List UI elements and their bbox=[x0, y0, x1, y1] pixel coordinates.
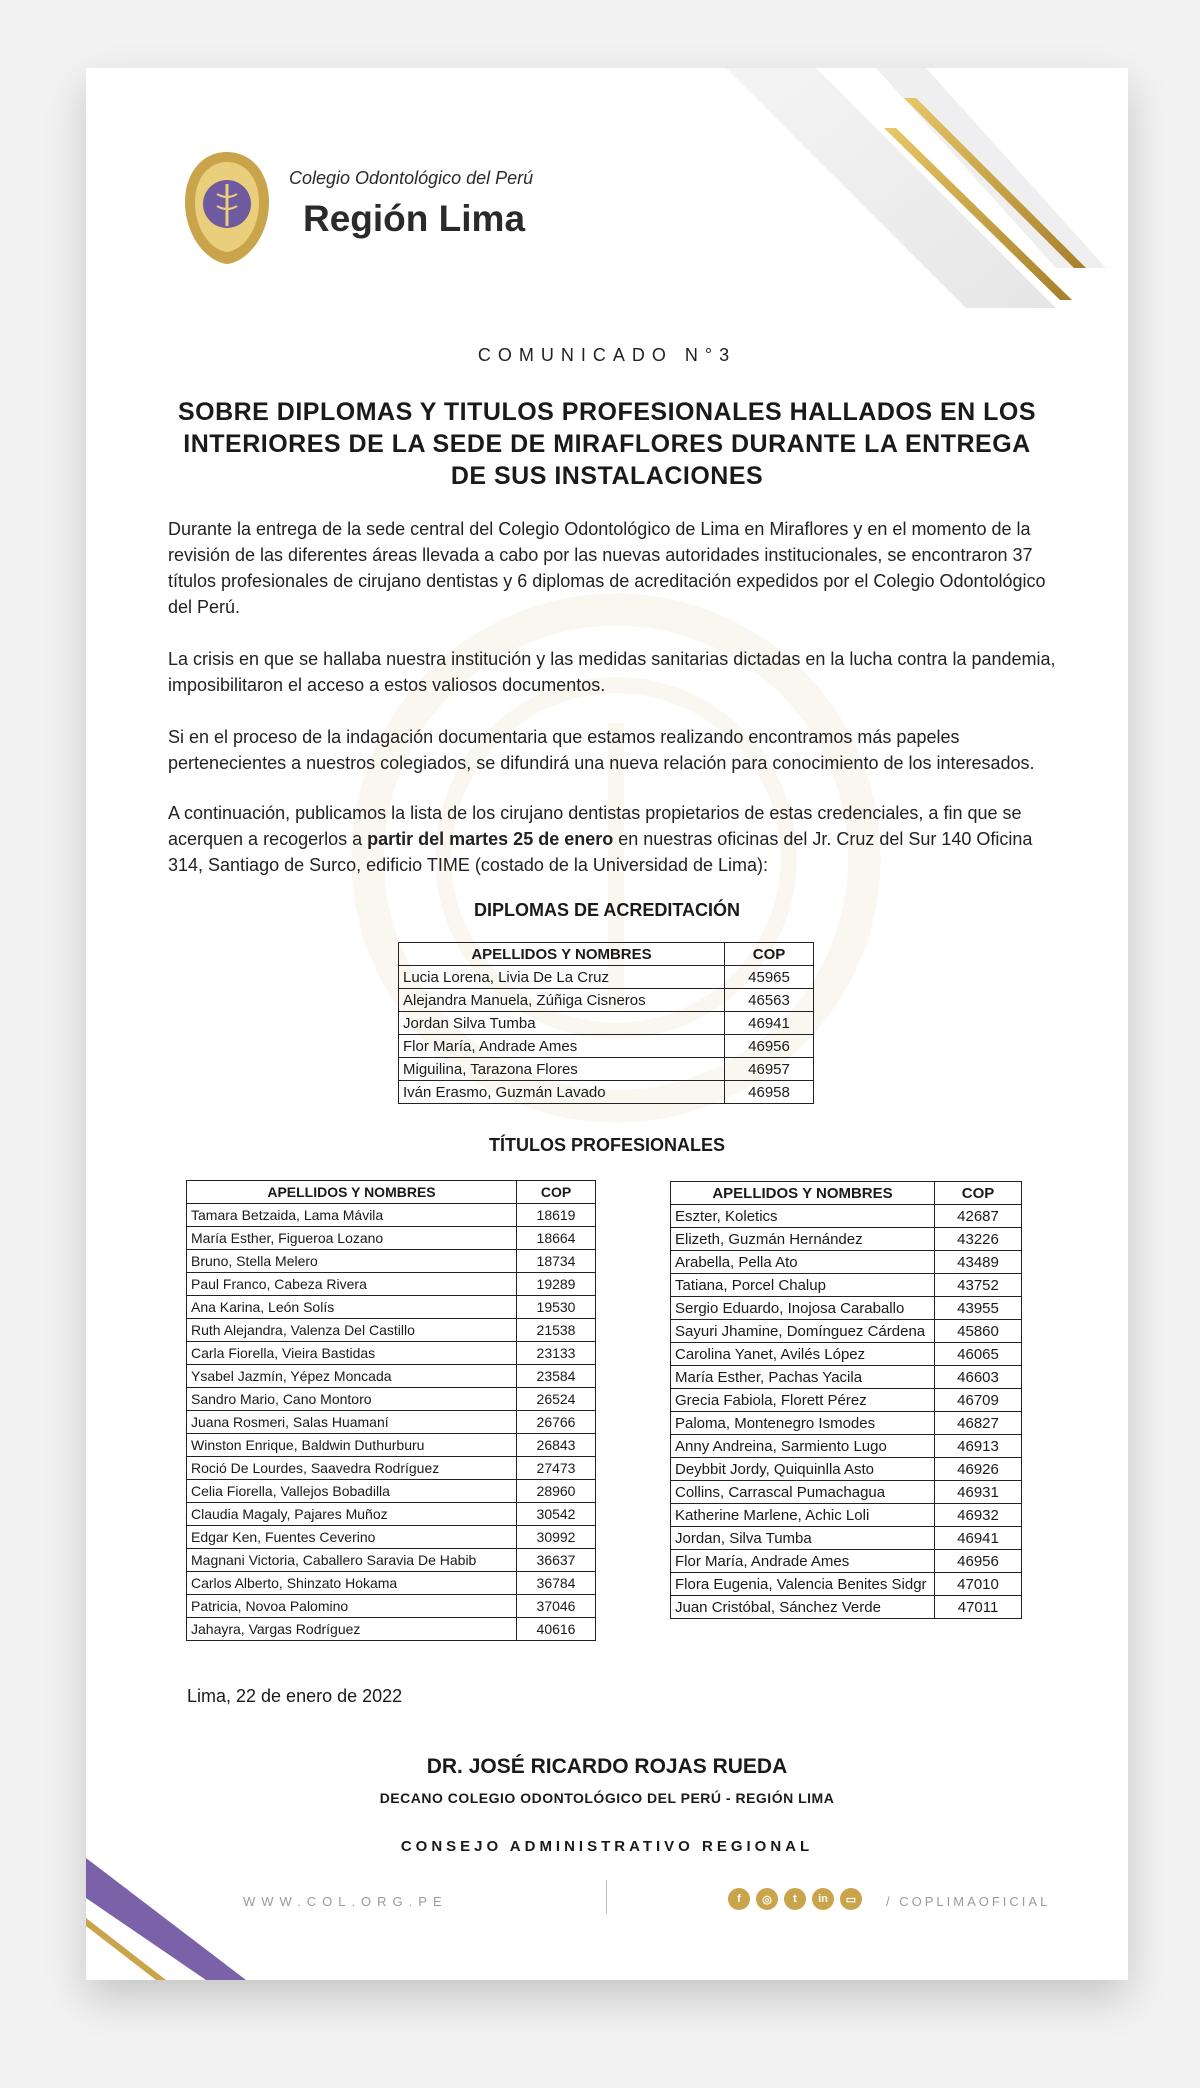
row-cop: 46957 bbox=[725, 1058, 814, 1081]
row-cop: 26524 bbox=[517, 1388, 596, 1411]
row-name: Flor María, Andrade Ames bbox=[671, 1550, 935, 1573]
row-cop: 46827 bbox=[935, 1412, 1022, 1435]
table-row bbox=[399, 989, 814, 1012]
table-row bbox=[671, 1297, 1022, 1320]
row-cop: 46709 bbox=[935, 1389, 1022, 1412]
row-name: Paul Franco, Cabeza Rivera bbox=[187, 1273, 517, 1296]
footer-website-link[interactable]: WWW.COL.ORG.PE bbox=[243, 1894, 448, 1909]
table-row bbox=[671, 1435, 1022, 1458]
row-name: Bruno, Stella Melero bbox=[187, 1250, 517, 1273]
col-seal-logo bbox=[181, 148, 273, 268]
row-cop: 23584 bbox=[517, 1365, 596, 1388]
row-name: Carla Fiorella, Vieira Bastidas bbox=[187, 1342, 517, 1365]
table-row bbox=[399, 1081, 814, 1104]
twitch-icon[interactable]: ▭ bbox=[840, 1888, 862, 1910]
table-row bbox=[187, 1388, 596, 1411]
row-name: Jordan, Silva Tumba bbox=[671, 1527, 935, 1550]
table-row bbox=[671, 1458, 1022, 1481]
social-handle[interactable]: / COPLIMAOFICIAL bbox=[886, 1894, 1051, 1909]
row-name: Elizeth, Guzmán Hernández bbox=[671, 1228, 935, 1251]
column-header-name: APELLIDOS Y NOMBRES bbox=[399, 943, 725, 966]
row-name: Juana Rosmeri, Salas Huamaní bbox=[187, 1411, 517, 1434]
table-row bbox=[671, 1251, 1022, 1274]
table-row bbox=[671, 1481, 1022, 1504]
titulos-table-left bbox=[186, 1180, 596, 1641]
row-name: Tatiana, Porcel Chalup bbox=[671, 1274, 935, 1297]
row-cop: 36784 bbox=[517, 1572, 596, 1595]
table-row bbox=[187, 1227, 596, 1250]
table-row bbox=[187, 1342, 596, 1365]
table-row bbox=[399, 1035, 814, 1058]
row-name: Eszter, Koletics bbox=[671, 1205, 935, 1228]
row-cop: 43226 bbox=[935, 1228, 1022, 1251]
row-name: María Esther, Figueroa Lozano bbox=[187, 1227, 517, 1250]
facebook-icon[interactable]: f bbox=[728, 1888, 750, 1910]
row-cop: 46956 bbox=[725, 1035, 814, 1058]
row-name: Miguilina, Tarazona Flores bbox=[399, 1058, 725, 1081]
row-cop: 18664 bbox=[517, 1227, 596, 1250]
decorative-stripes-top bbox=[726, 68, 1128, 308]
table-row bbox=[187, 1296, 596, 1319]
table-row bbox=[671, 1343, 1022, 1366]
row-name: Collins, Carrascal Pumachagua bbox=[671, 1481, 935, 1504]
table-row bbox=[187, 1618, 596, 1641]
row-name: Winston Enrique, Baldwin Duthurburu bbox=[187, 1434, 517, 1457]
row-cop: 23133 bbox=[517, 1342, 596, 1365]
paragraph-4-a: A continuación, publicamos la lista de los cirujano dentistas propietarios de estas credenciales, a fin que se acerquen a recogerlos a bbox=[168, 803, 1022, 849]
row-cop: 45860 bbox=[935, 1320, 1022, 1343]
column-header-name: APELLIDOS Y NOMBRES bbox=[187, 1181, 517, 1204]
row-name: Claudia Magaly, Pajares Muñoz bbox=[187, 1503, 517, 1526]
row-cop: 18734 bbox=[517, 1250, 596, 1273]
comunicado-number: COMUNICADO N°3 bbox=[477, 345, 737, 365]
row-cop: 26843 bbox=[517, 1434, 596, 1457]
paragraph-3: Si en el proceso de la indagación documentaria que estamos realizando encontramos más papeles pertenecientes a nuestros colegiados, se difundirá una nueva relación para conocimiento de los interesados. bbox=[168, 727, 1035, 773]
column-header-cop: COP bbox=[725, 943, 814, 966]
row-name: Sayuri Jhamine, Domínguez Cárdena bbox=[671, 1320, 935, 1343]
titulos-table-right bbox=[670, 1181, 1022, 1619]
row-name: Lucia Lorena, Livia De La Cruz bbox=[399, 966, 725, 989]
table-row bbox=[399, 966, 814, 989]
row-name: Edgar Ken, Fuentes Ceverino bbox=[187, 1526, 517, 1549]
row-cop: 30542 bbox=[517, 1503, 596, 1526]
instagram-icon[interactable]: ◎ bbox=[756, 1888, 778, 1910]
row-name: Celia Fiorella, Vallejos Bobadilla bbox=[187, 1480, 517, 1503]
table-row bbox=[187, 1411, 596, 1434]
row-name: Ysabel Jazmín, Yépez Moncada bbox=[187, 1365, 517, 1388]
table-row bbox=[671, 1412, 1022, 1435]
row-name: Roció De Lourdes, Saavedra Rodríguez bbox=[187, 1457, 517, 1480]
table-row bbox=[671, 1274, 1022, 1297]
row-cop: 26766 bbox=[517, 1411, 596, 1434]
table-row bbox=[671, 1504, 1022, 1527]
table-row bbox=[399, 1012, 814, 1035]
table-row bbox=[671, 1527, 1022, 1550]
column-header-cop: COP bbox=[517, 1181, 596, 1204]
row-name: Iván Erasmo, Guzmán Lavado bbox=[399, 1081, 725, 1104]
row-cop: 19289 bbox=[517, 1273, 596, 1296]
row-name: Jahayra, Vargas Rodríguez bbox=[187, 1618, 517, 1641]
table-row bbox=[187, 1319, 596, 1342]
table-row bbox=[671, 1389, 1022, 1412]
document-title: SOBRE DIPLOMAS Y TITULOS PROFESIONALES HALLADOS EN LOS INTERIORES DE LA SEDE DE MIRAFLORES DURANTE LA ENTREGA DE SUS INSTALACIONES bbox=[177, 398, 1037, 490]
column-header-name: APELLIDOS Y NOMBRES bbox=[671, 1182, 935, 1205]
row-name: Flor María, Andrade Ames bbox=[399, 1035, 725, 1058]
linkedin-icon[interactable]: in bbox=[812, 1888, 834, 1910]
row-cop: 37046 bbox=[517, 1595, 596, 1618]
table-row bbox=[399, 1058, 814, 1081]
row-cop: 46563 bbox=[725, 989, 814, 1012]
row-name: Patricia, Novoa Palomino bbox=[187, 1595, 517, 1618]
row-name: Paloma, Montenegro Ismodes bbox=[671, 1412, 935, 1435]
row-cop: 46931 bbox=[935, 1481, 1022, 1504]
row-name: Grecia Fabiola, Florett Pérez bbox=[671, 1389, 935, 1412]
table-row bbox=[187, 1365, 596, 1388]
org-name: Colegio Odontológico del Perú bbox=[289, 168, 534, 188]
row-name: Tamara Betzaida, Lama Mávila bbox=[187, 1204, 517, 1227]
row-name: Magnani Victoria, Caballero Saravia De Habib bbox=[187, 1549, 517, 1572]
table-row bbox=[671, 1550, 1022, 1573]
row-name: Sergio Eduardo, Inojosa Caraballo bbox=[671, 1297, 935, 1320]
row-cop: 46932 bbox=[935, 1504, 1022, 1527]
table-row bbox=[187, 1549, 596, 1572]
table-row bbox=[671, 1366, 1022, 1389]
table-row bbox=[187, 1457, 596, 1480]
row-name: Sandro Mario, Cano Montoro bbox=[187, 1388, 517, 1411]
row-cop: 46956 bbox=[935, 1550, 1022, 1573]
twitter-icon[interactable]: t bbox=[784, 1888, 806, 1910]
row-name: Flora Eugenia, Valencia Benites Sidgr bbox=[671, 1573, 935, 1596]
table-row bbox=[187, 1480, 596, 1503]
row-cop: 46941 bbox=[725, 1012, 814, 1035]
row-cop: 46926 bbox=[935, 1458, 1022, 1481]
table-row bbox=[671, 1205, 1022, 1228]
row-cop: 46913 bbox=[935, 1435, 1022, 1458]
council-name: CONSEJO ADMINISTRATIVO REGIONAL bbox=[400, 1838, 814, 1855]
diplomas-heading: DIPLOMAS DE ACREDITACIÓN bbox=[473, 900, 740, 920]
social-icons bbox=[728, 1888, 862, 1910]
paragraph-2: La crisis en que se hallaba nuestra institución y las medidas sanitarias dictadas en la lucha contra la pandemia, imposibilitaron el acceso a estos valiosos documentos. bbox=[168, 649, 1056, 695]
row-name: Ana Karina, León Solís bbox=[187, 1296, 517, 1319]
row-name: Anny Andreina, Sarmiento Lugo bbox=[671, 1435, 935, 1458]
table-row bbox=[187, 1434, 596, 1457]
row-name: Carolina Yanet, Avilés López bbox=[671, 1343, 935, 1366]
region-title: Región Lima bbox=[303, 198, 526, 239]
footer-divider bbox=[606, 1880, 607, 1914]
table-row bbox=[187, 1503, 596, 1526]
row-cop: 47010 bbox=[935, 1573, 1022, 1596]
signer-name: DR. JOSÉ RICARDO ROJAS RUEDA bbox=[426, 1755, 788, 1778]
row-cop: 47011 bbox=[935, 1596, 1022, 1619]
paragraph-4-bold: partir del martes 25 de enero bbox=[367, 829, 614, 849]
row-name: Ruth Alejandra, Valenza Del Castillo bbox=[187, 1319, 517, 1342]
row-cop: 27473 bbox=[517, 1457, 596, 1480]
row-cop: 46958 bbox=[725, 1081, 814, 1104]
row-cop: 43752 bbox=[935, 1274, 1022, 1297]
row-name: Alejandra Manuela, Zúñiga Cisneros bbox=[399, 989, 725, 1012]
row-name: Jordan Silva Tumba bbox=[399, 1012, 725, 1035]
row-name: María Esther, Pachas Yacila bbox=[671, 1366, 935, 1389]
column-header-cop: COP bbox=[935, 1182, 1022, 1205]
titulos-heading: TÍTULOS PROFESIONALES bbox=[488, 1135, 725, 1155]
table-row bbox=[187, 1526, 596, 1549]
row-cop: 18619 bbox=[517, 1204, 596, 1227]
row-name: Deybbit Jordy, Quiquinlla Asto bbox=[671, 1458, 935, 1481]
signer-role: DECANO COLEGIO ODONTOLÓGICO DEL PERÚ - REGIÓN LIMA bbox=[379, 1790, 835, 1806]
table-row bbox=[671, 1320, 1022, 1343]
row-cop: 43955 bbox=[935, 1297, 1022, 1320]
row-name: Katherine Marlene, Achic Loli bbox=[671, 1504, 935, 1527]
table-row bbox=[187, 1595, 596, 1618]
table-row bbox=[671, 1228, 1022, 1251]
document-page bbox=[86, 68, 1128, 1980]
table-row bbox=[187, 1273, 596, 1296]
row-cop: 40616 bbox=[517, 1618, 596, 1641]
diplomas-table bbox=[398, 942, 814, 1104]
row-cop: 43489 bbox=[935, 1251, 1022, 1274]
row-cop: 30992 bbox=[517, 1526, 596, 1549]
table-row bbox=[671, 1573, 1022, 1596]
row-cop: 42687 bbox=[935, 1205, 1022, 1228]
row-name: Carlos Alberto, Shinzato Hokama bbox=[187, 1572, 517, 1595]
paragraph-4 bbox=[168, 800, 1068, 878]
row-cop: 36637 bbox=[517, 1549, 596, 1572]
row-cop: 28960 bbox=[517, 1480, 596, 1503]
row-cop: 19530 bbox=[517, 1296, 596, 1319]
row-name: Juan Cristóbal, Sánchez Verde bbox=[671, 1596, 935, 1619]
row-cop: 21538 bbox=[517, 1319, 596, 1342]
paragraph-1: Durante la entrega de la sede central del Colegio Odontológico de Lima en Miraflores y en el momento de la revisión de las diferentes áreas llevada a cabo por las nuevas autoridades institucionales, se encontraron 37 títulos profesionales de cirujano dentistas y 6 diplomas de acreditación expedidos por el Colegio Odontológico del Perú. bbox=[168, 519, 1046, 617]
row-cop: 46065 bbox=[935, 1343, 1022, 1366]
table-row bbox=[187, 1250, 596, 1273]
table-row bbox=[671, 1596, 1022, 1619]
row-cop: 45965 bbox=[725, 966, 814, 989]
place-date: Lima, 22 de enero de 2022 bbox=[187, 1686, 403, 1706]
paragraph-4-b: en nuestras oficinas del Jr. Cruz del Sur 140 Oficina 314, Santiago de Surco, edificio TIME (costado de la Universidad de Lima): bbox=[168, 829, 1033, 875]
row-name: Arabella, Pella Ato bbox=[671, 1251, 935, 1274]
row-cop: 46603 bbox=[935, 1366, 1022, 1389]
table-row bbox=[187, 1572, 596, 1595]
row-cop: 46941 bbox=[935, 1527, 1022, 1550]
table-row bbox=[187, 1204, 596, 1227]
